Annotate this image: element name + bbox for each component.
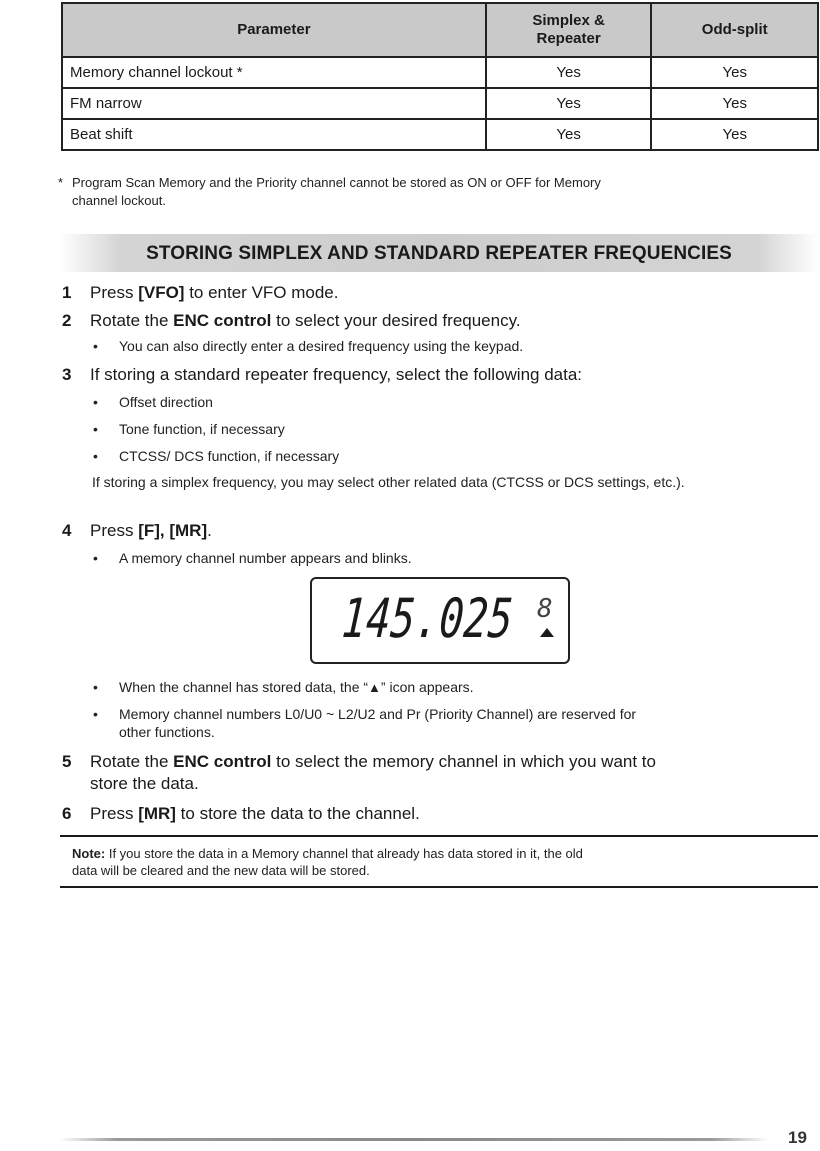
section-header-bar [60,234,818,272]
bullet-icon: • [93,394,98,410]
step-text: Press [90,804,139,823]
step-number: 3 [62,365,72,384]
header-odd-split: Odd-split [651,3,818,57]
bullet-icon: • [93,421,98,437]
note-label: Note: [72,846,106,861]
step-text: . [207,521,212,540]
list-item [93,549,412,567]
odd-split-cell: Yes [651,119,818,150]
lcd-frequency: 145.025 [339,587,515,650]
table-row [62,57,818,88]
bullet-text: ” icon appears. [380,679,474,695]
bullet-text: Offset direction [119,394,213,410]
header-simplex-line2: Repeater [536,30,601,47]
bullet-icon: • [93,679,98,695]
bullet-text: You can also directly enter a desired frequency using the keypad. [119,338,524,354]
param-cell: Memory channel lockout * [62,57,486,88]
step-number: 6 [62,804,72,823]
step-number: 4 [62,521,72,540]
step-text: Press [90,283,139,302]
list-item [93,678,474,697]
footer-rule [60,1138,768,1141]
step-3 [62,364,582,386]
note-divider-top [60,835,818,837]
simplex-cell: Yes [486,57,652,88]
bullet-icon: • [93,706,98,722]
bullet-text: Memory channel numbers L0/U0 ~ L2/U2 and Pr (Priority Channel) are reserved for [119,706,637,722]
header-parameter: Parameter [62,3,486,57]
step-3-paragraph: If storing a simplex frequency, you may select other related data (CTCSS or DCS settings, etc.). [92,474,685,490]
list-item [93,447,339,465]
bullet-text: other functions. [119,724,215,740]
bullet-text: Tone function, if necessary [119,421,285,437]
step-number: 1 [62,283,72,302]
step-text: to store the data to the channel. [175,804,420,823]
simplex-cell: Yes [486,119,652,150]
step-text: Rotate the [90,752,174,771]
step-2 [62,310,521,332]
step-key: [VFO] [138,283,185,302]
list-item [93,420,285,438]
step-number: 5 [62,752,72,771]
footnote-mark: * [58,175,64,190]
note-box [72,845,812,879]
step-6 [62,803,420,825]
note-line1: If you store the data in a Memory channel that already has data stored in it, the old [105,846,583,861]
param-cell: FM narrow [62,88,486,119]
footnote-line1: Program Scan Memory and the Priority channel cannot be stored as ON or OFF for Memory [72,175,601,190]
bullet-icon: • [93,338,98,354]
step-text: Press [90,521,139,540]
list-item [93,337,523,355]
step-text: to enter VFO mode. [184,283,339,302]
footnote-line2: channel lockout. [72,193,166,208]
parameter-table [61,2,819,151]
table-row [62,119,818,150]
step-4 [62,520,212,542]
step-text: store the data. [90,774,199,793]
step-5 [62,751,802,795]
lcd-display [310,577,570,664]
header-simplex-line1: Simplex & [532,12,605,29]
step-text: to select your desired frequency. [271,311,521,330]
table-header-row [62,3,818,57]
table-row [62,88,818,119]
bullet-icon: • [93,550,98,566]
bullet-text: CTCSS/ DCS function, if necessary [119,448,340,464]
step-key: [MR] [138,804,176,823]
memory-triangle-icon: ▲ [368,680,381,695]
step-1 [62,282,338,304]
bullet-text: A memory channel number appears and blinks. [119,550,412,566]
lcd-channel-number: 8 [537,594,553,624]
odd-split-cell: Yes [651,88,818,119]
list-item [93,393,213,411]
step-text: to select the memory channel in which you want to [271,752,656,771]
step-number: 2 [62,311,72,330]
step-key: ENC control [173,311,272,330]
simplex-cell: Yes [486,88,652,119]
odd-split-cell: Yes [651,57,818,88]
note-line2: data will be cleared and the new data will be stored. [72,863,370,878]
header-simplex-repeater [486,3,652,57]
note-divider-bottom [60,886,818,888]
bullet-text: When the channel has stored data, the “ [119,679,369,695]
list-item [93,705,636,741]
step-text: Rotate the [90,311,174,330]
memory-triangle-icon [540,628,554,637]
param-cell: Beat shift [62,119,486,150]
step-key: [F], [MR] [138,521,208,540]
section-title: STORING SIMPLEX AND STANDARD REPEATER FREQUENCIES [146,243,732,264]
table-footnote [58,174,803,210]
bullet-icon: • [93,448,98,464]
step-key: ENC control [173,752,272,771]
page-number: 19 [788,1128,807,1147]
step-text: If storing a standard repeater frequency, select the following data: [90,365,583,384]
